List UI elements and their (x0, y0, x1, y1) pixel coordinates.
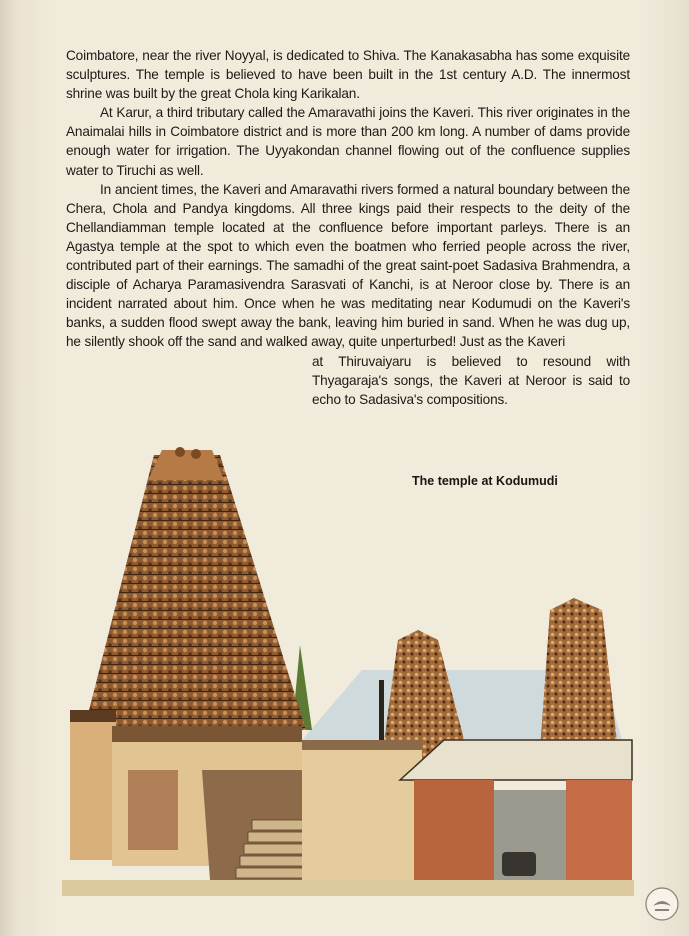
paragraph-2: At Karur, a third tributary called the Amaravathi joins the Kaveri. This river originates in the Anaimalai hills in Coimbatore district and is more than 200 km long. A number of dams provide enough water for irrigation. The Uyyakondan channel flowing out of the confluence supplies water to Tiruchi as well. (66, 105, 630, 178)
paragraph-3: In ancient times, the Kaveri and Amaravathi rivers formed a natural boundary between the Chera, Chola and Pandya kingdoms. All three kings paid their respects to the deity of the Chellandiamman temple located at the confluence before important parleys. There is an Agastya temple at the spot to which even the boatmen who ferried people across the river, contributed part of their earnings. The samadhi of the great saint-poet Sadasiva Brahmendra, a disciple of Acharya Paramasivendra Sarasvati of Kanchi, is at Neroor close by. There is an incident narrated about him. Once when he was meditating near Kodumudi on the Kaveri's banks, a sudden flood swept away the bank, leaving him buried in sand. When he was dug up, he silently shook off the sand and walked away, quite unperturbed! Just as the Kaveri (66, 181, 630, 350)
body-text (66, 46, 630, 409)
publisher-logo-icon (644, 886, 680, 922)
figure-caption: The temple at Kodumudi (412, 474, 558, 488)
paragraph-1: Coimbatore, near the river Noyyal, is dedicated to Shiva. The Kanakasabha has some exquisite sculptures. The temple is believed to have been built in the 1st century A.D. The innermost shrine was built by the great Chola king Karikalan. (66, 48, 630, 102)
temple-illustration (62, 440, 634, 896)
paragraph-4: at Thiruvaiyaru is believed to resound with Thyagaraja's songs, the Kaveri at Neroor is said to echo to Sadasiva's compositions. (312, 353, 630, 407)
